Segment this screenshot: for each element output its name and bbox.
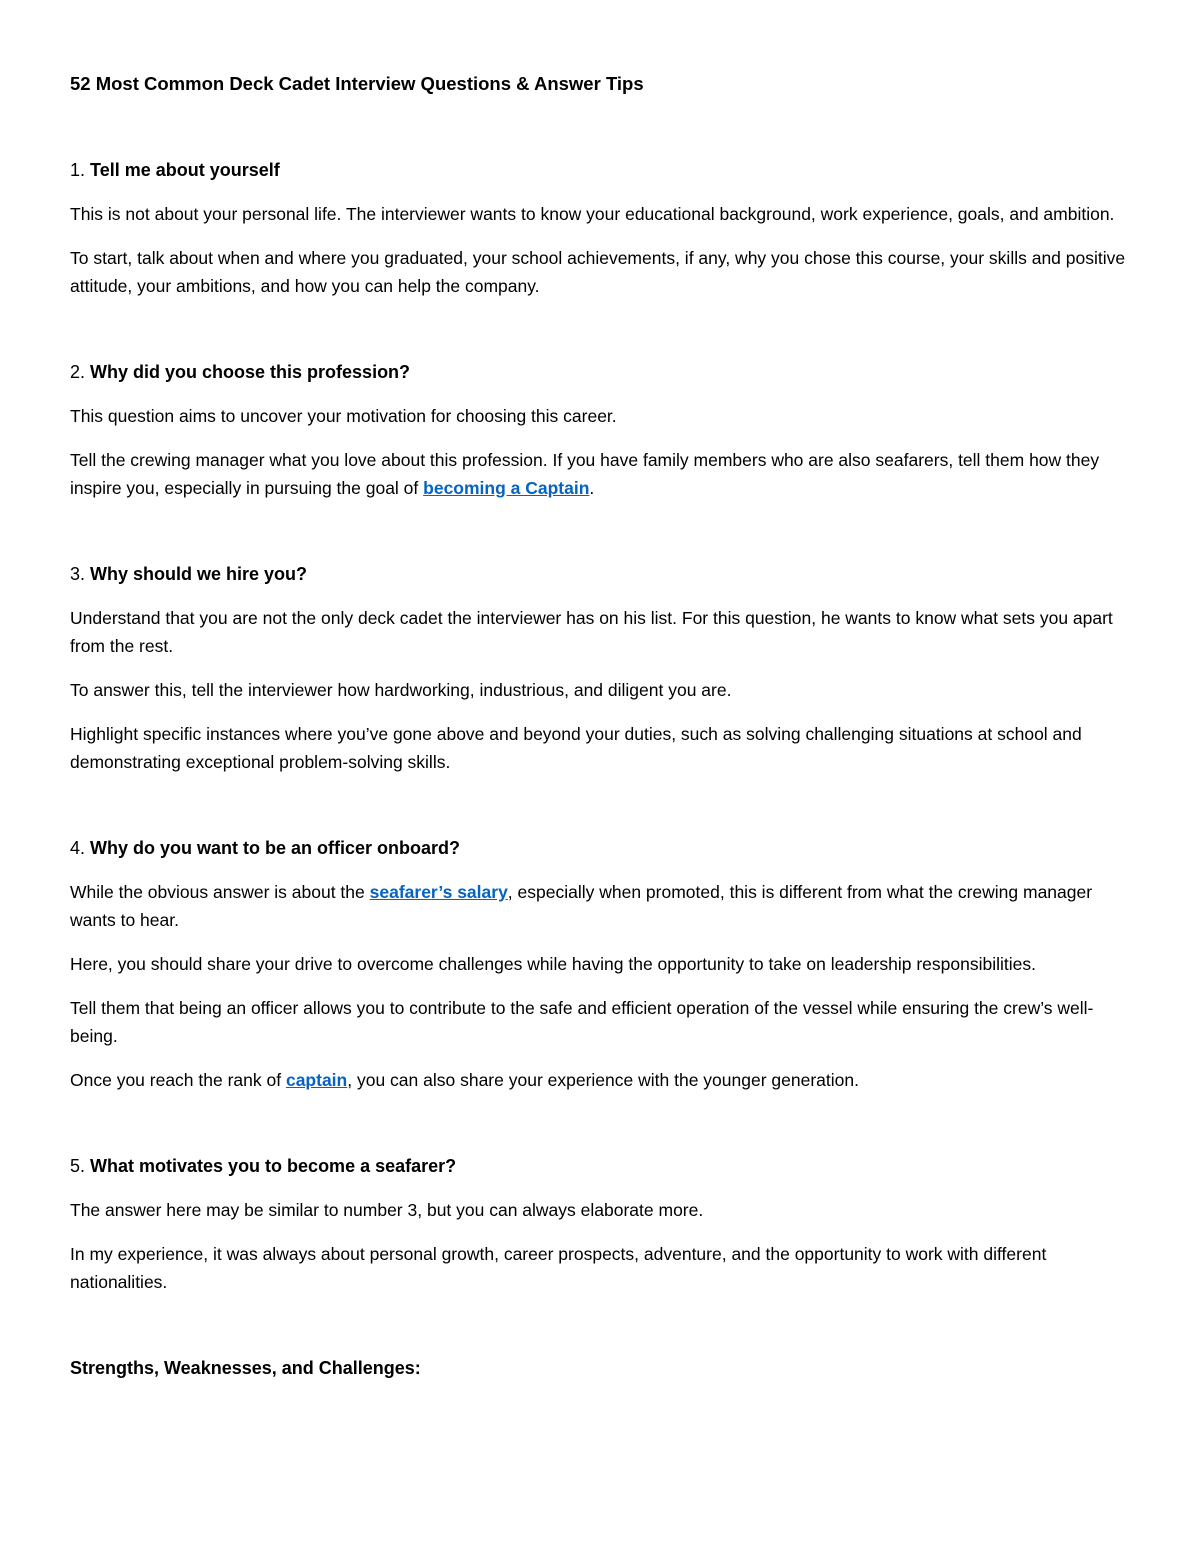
- answer-paragraph: [70, 1066, 1140, 1094]
- question-heading-3: [70, 560, 1140, 588]
- question-section-4: [70, 834, 1140, 1094]
- question-heading-5: [70, 1152, 1140, 1180]
- paragraph-text: While the obvious answer is about the: [70, 882, 370, 902]
- question-section-5: [70, 1152, 1140, 1296]
- question-text: Why should we hire you?: [90, 564, 308, 584]
- answer-paragraph: Highlight specific instances where you’ve gone above and beyond your duties, such as solving challenging situations at school and demonstrating exceptional problem-solving skills.: [70, 724, 1082, 772]
- paragraph-text: Once you reach the rank of: [70, 1070, 286, 1090]
- answer-paragraph: This is not about your personal life. The interviewer wants to know your educational background, work experience, goals, and ambition.: [70, 204, 1115, 224]
- question-text: Why do you want to be an officer onboard?: [90, 838, 461, 858]
- question-number: 1.: [70, 160, 86, 180]
- answer-paragraph: Here, you should share your drive to overcome challenges while having the opportunity to take on leadership responsibilities.: [70, 954, 1036, 974]
- answer-paragraph: To start, talk about when and where you graduated, your school achievements, if any, why you chose this course, your skills and positive attitude, your ambitions, and how you can help the company.: [70, 248, 1126, 296]
- paragraph-text: .: [589, 478, 595, 498]
- question-text: What motivates you to become a seafarer?: [90, 1156, 457, 1176]
- paragraph-text: , you can also share your experience with the younger generation.: [347, 1070, 859, 1090]
- paragraph-text: , especially when promoted, this is different from what the crewing manager wants to hear.: [70, 882, 1093, 930]
- question-section-2: [70, 358, 1140, 502]
- answer-paragraph: Tell them that being an officer allows you to contribute to the safe and efficient operation of the vessel while ensuring the crew’s well-being.: [70, 998, 1094, 1046]
- captain-link[interactable]: captain: [285, 1070, 348, 1090]
- answer-paragraph: In my experience, it was always about personal growth, career prospects, adventure, and the opportunity to work with different nationalities.: [70, 1244, 1047, 1292]
- answer-paragraph: This question aims to uncover your motivation for choosing this career.: [70, 406, 617, 426]
- answer-paragraph: Understand that you are not the only deck cadet the interviewer has on his list. For this question, he wants to know what sets you apart from the rest.: [70, 608, 1113, 656]
- question-heading-4: [70, 834, 1140, 862]
- strengths-weaknesses-heading: Strengths, Weaknesses, and Challenges:: [70, 1358, 421, 1378]
- document-page: [70, 70, 1140, 1382]
- answer-paragraph: The answer here may be similar to number 3, but you can always elaborate more.: [70, 1200, 704, 1220]
- seafarers-salary-link[interactable]: seafarer’s salary: [369, 882, 508, 902]
- question-number: 5.: [70, 1156, 86, 1176]
- question-number: 4.: [70, 838, 86, 858]
- becoming-a-captain-link[interactable]: becoming a Captain: [423, 478, 590, 498]
- paragraph-text: Tell the crewing manager what you love about this profession. If you have family members who are also seafarers, tell them how they inspire you, especially in pursuing the goal of: [70, 450, 1100, 498]
- answer-paragraph: [70, 446, 1140, 502]
- question-section-3: [70, 560, 1140, 776]
- question-text: Why did you choose this profession?: [90, 362, 411, 382]
- question-text: Tell me about yourself: [90, 160, 280, 180]
- question-section-1: [70, 156, 1140, 300]
- question-number: 2.: [70, 362, 86, 382]
- question-heading-2: [70, 358, 1140, 386]
- answer-paragraph: [70, 878, 1140, 934]
- document-title: 52 Most Common Deck Cadet Interview Questions & Answer Tips: [70, 73, 644, 94]
- question-number: 3.: [70, 564, 86, 584]
- answer-paragraph: To answer this, tell the interviewer how hardworking, industrious, and diligent you are.: [70, 680, 732, 700]
- question-heading-1: [70, 156, 1140, 184]
